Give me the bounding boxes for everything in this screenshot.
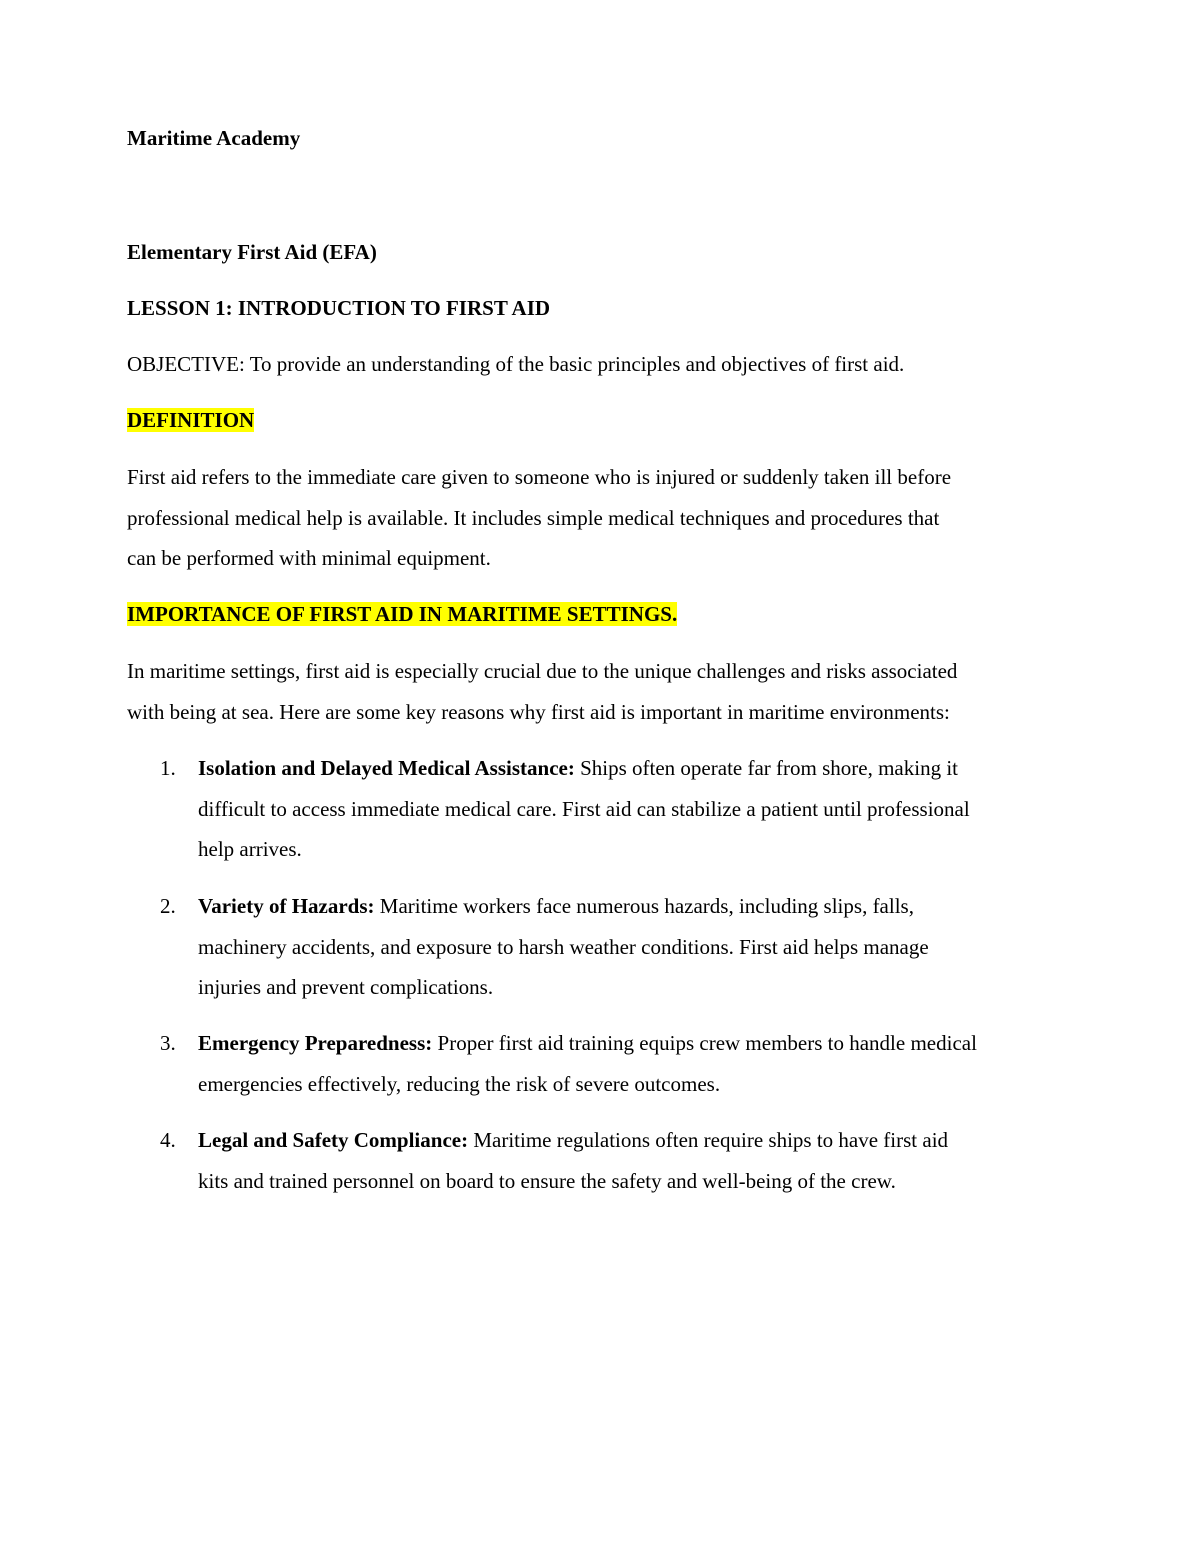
list-item-body xyxy=(198,1120,1098,1201)
course-title: Elementary First Aid (EFA) xyxy=(127,240,377,264)
lesson-title: LESSON 1: INTRODUCTION TO FIRST AID xyxy=(127,296,551,320)
list-item-number: 2. xyxy=(160,894,176,918)
importance-intro-paragraph xyxy=(127,651,1087,732)
list-item-text: Maritime regulations often require ships to have first aid xyxy=(468,1128,949,1152)
list-item-line: emergencies effectively, reducing the risk of severe outcomes. xyxy=(198,1071,721,1096)
list-item-term: Variety of Hazards: xyxy=(198,894,375,918)
list-item-line: kits and trained personnel on board to ensure the safety and well-being of the crew. xyxy=(198,1168,896,1193)
institution-name: Maritime Academy xyxy=(127,126,301,150)
objective-text: OBJECTIVE: To provide an understanding of the basic principles and objectives of first aid. xyxy=(127,352,905,376)
list-item-first-line xyxy=(198,1023,1098,1064)
list-item-text: Ships often operate far from shore, making it xyxy=(574,756,958,780)
list-item-number: 4. xyxy=(160,1128,176,1152)
list-item-body xyxy=(198,886,1098,1008)
list-item-body xyxy=(198,1023,1098,1104)
definition-heading-highlight: DEFINITION xyxy=(127,408,255,432)
importance-heading-highlight: IMPORTANCE OF FIRST AID IN MARITIME SETTINGS. xyxy=(127,602,678,626)
list-item-first-line xyxy=(198,1120,1098,1161)
list-item-line: help arrives. xyxy=(198,837,302,861)
list-item-text: Proper first aid training equips crew members to handle medical xyxy=(432,1031,977,1055)
list-item-term: Legal and Safety Compliance: xyxy=(198,1128,469,1152)
definition-heading xyxy=(127,408,254,433)
list-item-line: machinery accidents, and exposure to harsh weather conditions. First aid helps manage xyxy=(198,934,929,959)
list-item-number: 1. xyxy=(160,756,176,780)
list-item-first-line xyxy=(198,748,1098,789)
intro-line: In maritime settings, first aid is especially crucial due to the unique challenges and risks associated xyxy=(127,659,958,683)
importance-heading xyxy=(127,602,677,627)
list-item-term: Isolation and Delayed Medical Assistance: xyxy=(198,756,575,780)
list-item-term: Emergency Preparedness: xyxy=(198,1031,433,1055)
list-item-first-line xyxy=(198,886,1098,927)
definition-line: First aid refers to the immediate care given to someone who is injured or suddenly taken ill before xyxy=(127,465,952,489)
definition-line: can be performed with minimal equipment. xyxy=(127,546,491,570)
list-item-body xyxy=(198,748,1098,870)
list-item-number: 3. xyxy=(160,1031,176,1055)
intro-line: with being at sea. Here are some key reasons why first aid is important in maritime environments: xyxy=(127,699,950,724)
definition-line: professional medical help is available. It includes simple medical techniques and procedures that xyxy=(127,505,940,530)
list-item-text: Maritime workers face numerous hazards, including slips, falls, xyxy=(374,894,914,918)
list-item-line: difficult to access immediate medical care. First aid can stabilize a patient until professional xyxy=(198,796,970,821)
list-item-line: injuries and prevent complications. xyxy=(198,975,494,999)
definition-paragraph xyxy=(127,457,1087,579)
